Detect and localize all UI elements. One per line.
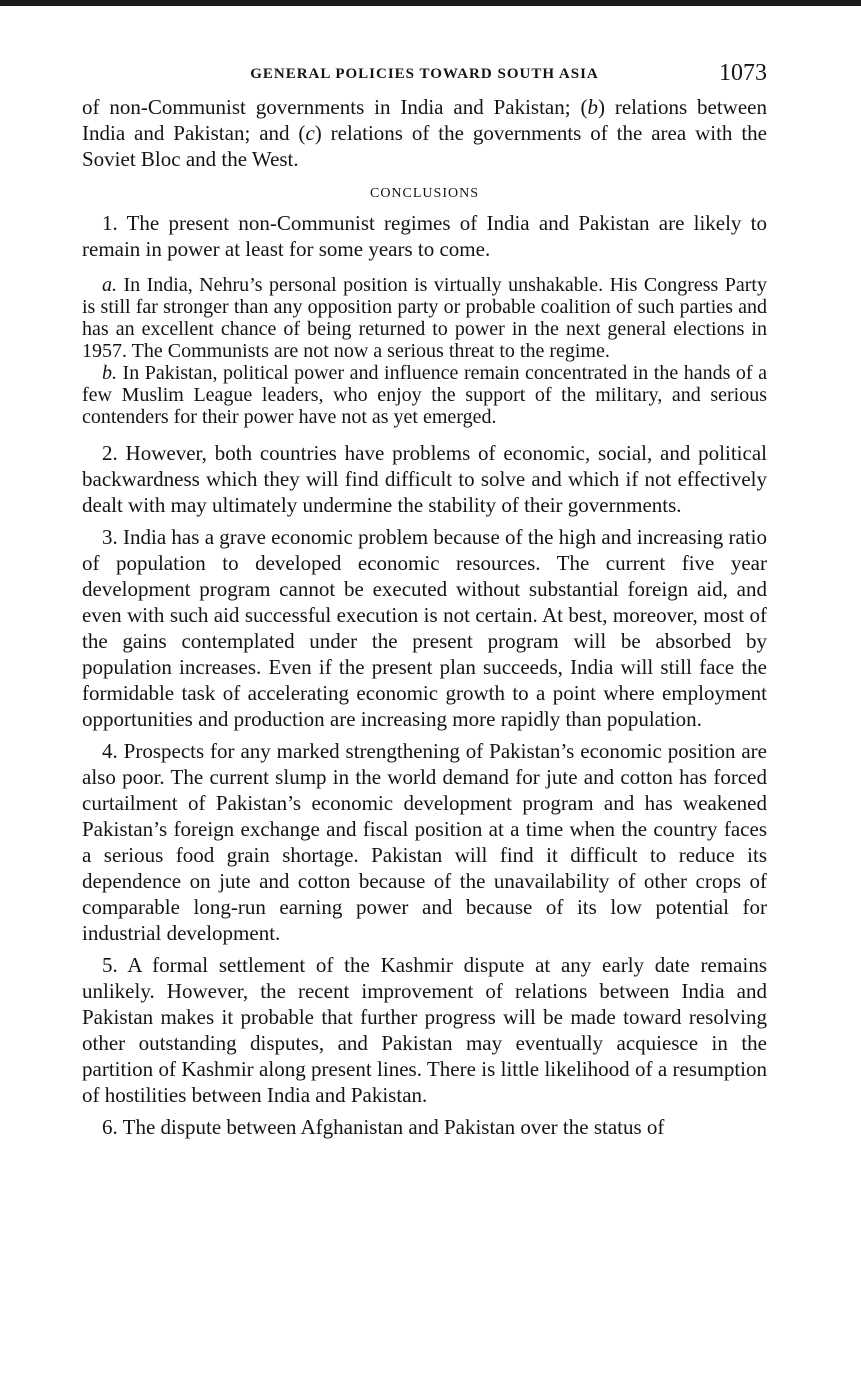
intro-paragraph: of non-Communist governments in India and Pakistan; (b) relations between India and Pakistan; and (c) relations of the governments of the area with the Soviet Bloc and the West. <box>82 95 767 171</box>
running-title: GENERAL POLICIES TOWARD SOUTH ASIA <box>250 66 599 82</box>
page-number: 1073 <box>719 60 767 86</box>
conclusion-5: 5. A formal settlement of the Kashmir dispute at any early date remains unlikely. However, the recent improvement of relations between India and Pakistan makes it probable that further progress will be made toward resolving other outstanding disputes, and Pakistan may eventually acquiesce in the partition of Kashmir along present lines. There is little likelihood of a resumption of hostilities between India and Pakistan. <box>82 953 767 1107</box>
page-top-edge <box>0 0 861 6</box>
item-c-label: c <box>305 121 315 145</box>
subitem-b-label: b. <box>102 362 117 384</box>
conclusion-1a: a. In India, Nehru’s personal position is virtually unshakable. His Congress Party is still far stronger than any opposition party or probable coalition of such parties and has an excellent chance of being returned to power in the next general elections in 1957. The Communists are not now a serious threat to the regime. <box>82 274 767 362</box>
document-page <box>82 60 767 1140</box>
page-header <box>82 60 767 94</box>
conclusion-3: 3. India has a grave economic problem because of the high and increasing ratio of population to developed economic resources. The current five year development program cannot be executed without substantial foreign aid, and even with such aid successful execution is not certain. At best, moreover, most of the gains contemplated under the present program will be absorbed by population increases. Even if the present plan succeeds, India will still face the formidable task of accelerating economic growth to a point where employment opportunities and production are increasing more rapidly than population. <box>82 525 767 731</box>
section-heading-conclusions: CONCLUSIONS <box>369 186 479 201</box>
subitem-a-label: a. <box>102 274 117 296</box>
item-b-label: b <box>587 95 598 119</box>
conclusion-2: 2. However, both countries have problems of economic, social, and political backwardness which they will find difficult to solve and which if not effectively dealt with may ultimately undermine the stability of their governments. <box>82 441 767 517</box>
conclusion-1: 1. The present non-Communist regimes of India and Pakistan are likely to remain in power at least for some years to come. <box>82 211 767 261</box>
conclusion-1b: b. In Pakistan, political power and influence remain concentrated in the hands of a few Muslim League leaders, who enjoy the support of the military, and serious contenders for their power have not as yet emerged. <box>82 362 767 428</box>
conclusion-6: 6. The dispute between Afghanistan and Pakistan over the status of <box>102 1115 665 1139</box>
conclusion-4: 4. Prospects for any marked strengthening of Pakistan’s economic position are also poor. The current slump in the world demand for jute and cotton has forced curtailment of Pakistan’s economic development program and has weakened Pakistan’s foreign exchange and fiscal position at a time when the country faces a serious food grain shortage. Pakistan will find it difficult to reduce its dependence on jute and cotton because of the unavailability of other crops of comparable long-run earning power and because of its low potential for industrial development. <box>82 739 767 945</box>
